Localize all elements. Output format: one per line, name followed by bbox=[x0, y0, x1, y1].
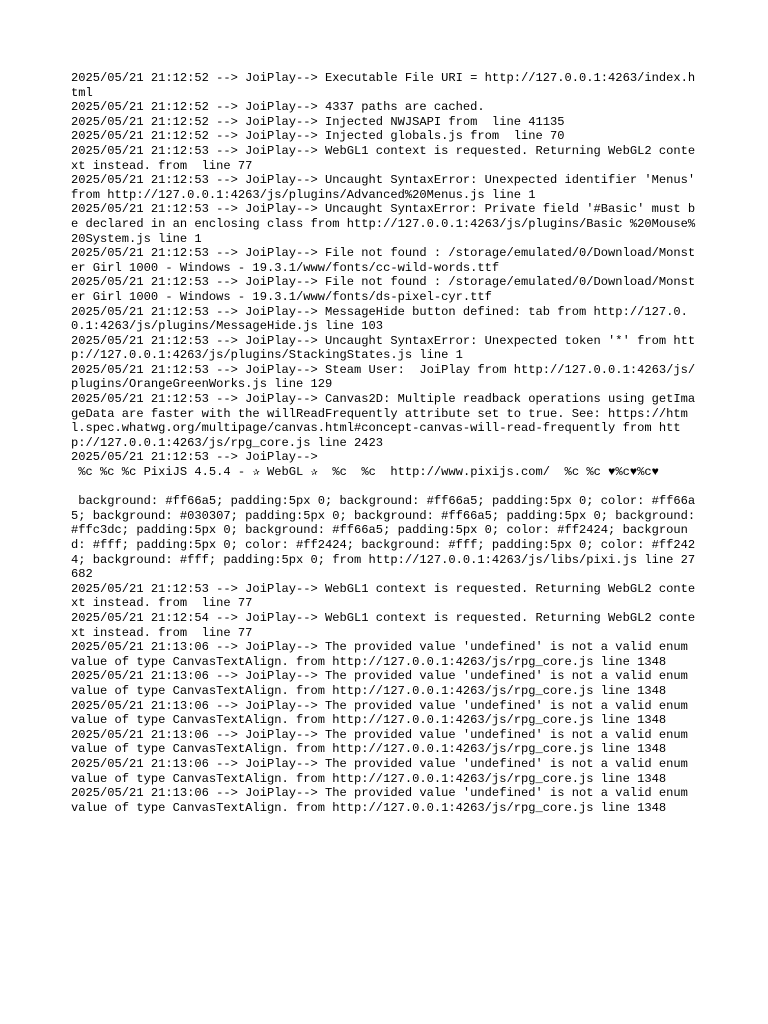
log-entry: 2025/05/21 21:12:52 --> JoiPlay--> Injected globals.js from line 70 bbox=[71, 129, 565, 144]
log-entry: 2025/05/21 21:13:06 --> JoiPlay--> The provided value 'undefined' is not a valid enum value of type CanvasTextAlign. from http://127.0.0.1:4263/js/rpg_core.js line 1348 bbox=[71, 669, 696, 698]
log-entry: 2025/05/21 21:12:53 --> JoiPlay--> WebGL1 context is requested. Returning WebGL2 context instead. from line 77 bbox=[71, 143, 696, 173]
log-entry: 2025/05/21 21:12:53 --> JoiPlay--> Canvas2D: Multiple readback operations using getImageData are faster with the willReadFrequently attribute set to true. See: https://html.spec.whatwg.org/multipage/canvas.html#concept-canvas-will-read-frequently from http://127.0.0.1:4263/js/rpg_core.js line 2423 bbox=[71, 392, 696, 450]
log-text bbox=[71, 71, 701, 815]
log-entry: 2025/05/21 21:12:54 --> JoiPlay--> WebGL1 context is requested. Returning WebGL2 context instead. from line 77 bbox=[71, 610, 696, 640]
log-entry: 2025/05/21 21:12:53 --> JoiPlay--> Uncaught SyntaxError: Unexpected token '*' from http://127.0.0.1:4263/js/plugins/StackingStates.js line 1 bbox=[71, 333, 696, 363]
blank-line bbox=[71, 480, 701, 495]
log-entry: 2025/05/21 21:13:06 --> JoiPlay--> The provided value 'undefined' is not a valid enum value of type CanvasTextAlign. from http://127.0.0.1:4263/js/rpg_core.js line 1348 bbox=[71, 727, 696, 757]
log-entry: 2025/05/21 21:12:53 --> JoiPlay--> bbox=[71, 450, 318, 465]
log-entry: 2025/05/21 21:13:06 --> JoiPlay--> The provided value 'undefined' is not a valid enum value of type CanvasTextAlign. from http://127.0.0.1:4263/js/rpg_core.js line 1348 bbox=[71, 640, 696, 669]
log-entry: 2025/05/21 21:12:53 --> JoiPlay--> MessageHide button defined: tab from http://127.0.0.1:4263/js/plugins/MessageHide.js line 103 bbox=[71, 304, 688, 334]
log-entry: 2025/05/21 21:12:53 --> JoiPlay--> File not found : /storage/emulated/0/Download/Monster Girl 1000 - Windows - 19.3.1/www/fonts/cc-wild-words.ttf bbox=[71, 246, 696, 275]
log-entry: 2025/05/21 21:12:52 --> JoiPlay--> Injected NWJSAPI from line 41135 bbox=[71, 114, 565, 129]
log-entry: 2025/05/21 21:13:06 --> JoiPlay--> The provided value 'undefined' is not a valid enum value of type CanvasTextAlign. from http://127.0.0.1:4263/js/rpg_core.js line 1348 bbox=[71, 756, 696, 786]
log-entry: 2025/05/21 21:12:53 --> JoiPlay--> Steam User: JoiPlay from http://127.0.0.1:4263/js/plugins/OrangeGreenWorks.js line 129 bbox=[71, 362, 696, 392]
log-entry: 2025/05/21 21:12:53 --> JoiPlay--> Uncaught SyntaxError: Unexpected identifier 'Menus' from http://127.0.0.1:4263/js/plugins/Advanced%20Menus.js line 1 bbox=[71, 173, 703, 202]
log-entry: 2025/05/21 21:12:52 --> JoiPlay--> 4337 paths are cached. bbox=[71, 100, 485, 115]
log-entry: 2025/05/21 21:13:06 --> JoiPlay--> The provided value 'undefined' is not a valid enum value of type CanvasTextAlign. from http://127.0.0.1:4263/js/rpg_core.js line 1348 bbox=[71, 786, 696, 815]
log-entry: %c %c %c PixiJS 4.5.4 - ✰ WebGL ✰ %c %c http://www.pixijs.com/ %c %c ♥%c♥%c♥ bbox=[71, 465, 659, 480]
log-entry: 2025/05/21 21:12:53 --> JoiPlay--> File not found : /storage/emulated/0/Download/Monster Girl 1000 - Windows - 19.3.1/www/fonts/ds-pixel-cyr.ttf bbox=[71, 275, 696, 304]
log-entry: background: #ff66a5; padding:5px 0; background: #ff66a5; padding:5px 0; color: #ff66a5; background: #030307; padding:5px 0; background: #ff66a5; padding:5px 0; background: #ffc3dc; padding:5px 0; background: #ff66a5; padding:5px 0; color: #ff2424; background: #fff; padding:5px 0; color: #ff2424; background: #fff; padding:5px 0; color: #ff2424; background: #fff; padding:5px 0; from http://127.0.0.1:4263/js/libs/pixi.js line 27682 bbox=[71, 494, 703, 582]
log-entry: 2025/05/21 21:12:53 --> JoiPlay--> Uncaught SyntaxError: Private field '#Basic' must be declared in an enclosing class from http://127.0.0.1:4263/js/plugins/Basic %20Mouse%20System.js line 1 bbox=[71, 202, 696, 246]
log-entry: 2025/05/21 21:12:53 --> JoiPlay--> WebGL1 context is requested. Returning WebGL2 context instead. from line 77 bbox=[71, 581, 696, 611]
log-entry: 2025/05/21 21:13:06 --> JoiPlay--> The provided value 'undefined' is not a valid enum value of type CanvasTextAlign. from http://127.0.0.1:4263/js/rpg_core.js line 1348 bbox=[71, 698, 696, 728]
log-entry: 2025/05/21 21:12:52 --> JoiPlay--> Executable File URI = http://127.0.0.1:4263/index.html bbox=[71, 71, 696, 100]
